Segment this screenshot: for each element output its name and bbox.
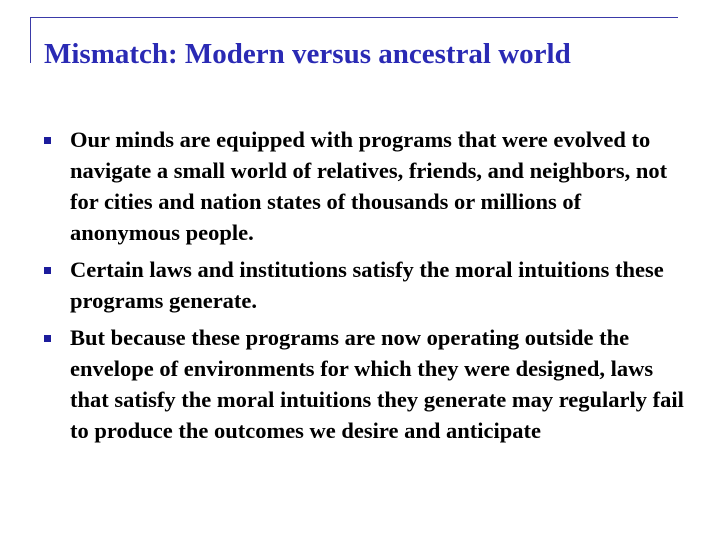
slide-title: Mismatch: Modern versus ancestral world bbox=[44, 38, 571, 70]
square-bullet-icon bbox=[44, 267, 51, 274]
bullet-item bbox=[44, 322, 684, 446]
bullet-text: But because these programs are now operating outside the envelope of environments for which they were designed, laws that satisfy the moral intuitions they generate may regularly fail to produce the outcomes we desire and anticipate bbox=[70, 325, 684, 443]
bullet-item bbox=[44, 254, 684, 316]
bullet-list bbox=[44, 124, 684, 452]
bullet-text: Our minds are equipped with programs that were evolved to navigate a small world of relatives, friends, and neighbors, not for cities and nation states of thousands or millions of anonymous people. bbox=[70, 127, 668, 245]
square-bullet-icon bbox=[44, 137, 51, 144]
title-top-rule bbox=[30, 17, 678, 18]
title-left-rule bbox=[30, 17, 31, 63]
square-bullet-icon bbox=[44, 335, 51, 342]
bullet-text: Certain laws and institutions satisfy the moral intuitions these programs generate. bbox=[70, 257, 664, 313]
bullet-item bbox=[44, 124, 684, 248]
